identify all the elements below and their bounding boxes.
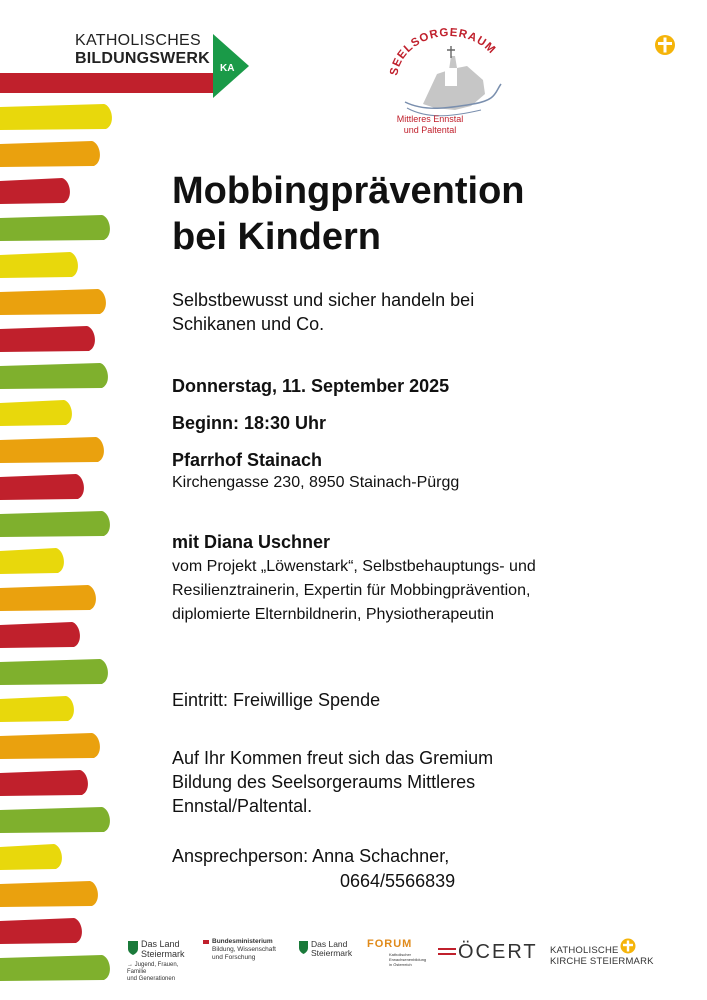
- kbw-logo-badge: [213, 34, 251, 98]
- brush-stroke: [0, 844, 62, 870]
- event-title: Mobbingprävention bei Kindern: [172, 170, 525, 258]
- land-steiermark-logo-2: Das Land Steiermark: [298, 940, 358, 964]
- brush-stroke: [0, 178, 70, 204]
- brush-stroke: [0, 659, 108, 685]
- brush-stroke: [0, 437, 104, 463]
- contact-phone: 0664/5566839: [340, 871, 456, 891]
- land1-dept: → Jugend, Frauen, Familie und Generationen: [127, 962, 179, 982]
- brush-stroke-decoration: [0, 0, 120, 1000]
- oecert-logo: ÖCERT: [438, 940, 538, 966]
- brush-stroke: [0, 548, 64, 574]
- kbw-logo-bar: [0, 73, 213, 93]
- svg-text:SEELSORGERAUM: [388, 28, 498, 77]
- land-steiermark-logo-1: [127, 938, 197, 986]
- katholische-kirche-logo: KATHOLISCHE KIRCHE STEIERMARK: [550, 938, 680, 968]
- coat-of-arms-icon: [127, 940, 139, 956]
- speaker-description: vom Projekt „Löwenstark“, Selbstbehauptungs- und Resilienztrainerin, Expertin für Mobbingprävention, diplomierte Elternbildnerin, Physiotherapeutin: [172, 558, 536, 623]
- location-address: Kirchengasse 230, 8950 Stainach-Pürgg: [172, 474, 460, 491]
- land1-name: Das Land Steiermark: [141, 939, 185, 959]
- austria-flag-icon: [203, 940, 209, 944]
- kbw-logo-line1: KATHOLISCHES: [75, 32, 201, 49]
- closing-note: Auf Ihr Kommen freut sich das Gremium Bildung des Seelsorgeraums Mittleres Ennstal/Paltental.: [172, 748, 494, 816]
- bmbwf-logo: Bundesministerium Bildung, Wissenschaft und Forschung: [203, 938, 288, 978]
- event-subtitle: Selbstbewusst und sicher handeln bei Schikanen und Co.: [172, 290, 475, 334]
- coat-of-arms-icon: [298, 940, 309, 955]
- brush-stroke: [0, 400, 72, 426]
- brush-stroke: [0, 511, 110, 537]
- brush-stroke: [0, 363, 108, 389]
- admission-fee: Eintritt: Freiwillige Spende: [172, 690, 381, 710]
- brush-stroke: [0, 733, 100, 759]
- svg-text:KA: KA: [220, 63, 235, 74]
- brush-stroke: [0, 807, 110, 833]
- event-time: Beginn: 18:30 Uhr: [172, 413, 327, 433]
- event-date: Donnerstag, 11. September 2025: [172, 376, 450, 396]
- brush-stroke: [0, 918, 82, 944]
- brush-stroke: [0, 881, 98, 907]
- brush-stroke: [0, 585, 96, 611]
- brush-stroke: [0, 955, 110, 981]
- contact-person: Ansprechperson: Anna Schachner,: [172, 846, 450, 866]
- brush-stroke: [0, 474, 84, 500]
- brush-stroke: [0, 770, 88, 796]
- brush-stroke: [0, 289, 106, 315]
- seelsorgeraum-subtitle: Mittleres Ennstal und Paltental: [396, 114, 464, 135]
- seelsorgeraum-title: SEELSORGERAUM: [388, 28, 498, 77]
- brush-stroke: [0, 326, 95, 352]
- brush-stroke: [0, 252, 78, 278]
- location-name: Pfarrhof Stainach: [172, 450, 323, 470]
- brush-stroke: [0, 215, 110, 241]
- brush-stroke: [0, 622, 80, 648]
- speaker-name: mit Diana Uschner: [172, 532, 331, 552]
- forum-logo: FORUM Katholischer Erwachsenenbildung in Österreich: [367, 938, 427, 967]
- cross-icon: [620, 938, 636, 954]
- brush-stroke: [0, 104, 112, 130]
- cross-icon: [654, 34, 676, 56]
- brush-stroke: [0, 141, 100, 167]
- kbw-logo-line2: BILDUNGSWERK: [75, 50, 210, 67]
- brush-stroke: [0, 696, 74, 722]
